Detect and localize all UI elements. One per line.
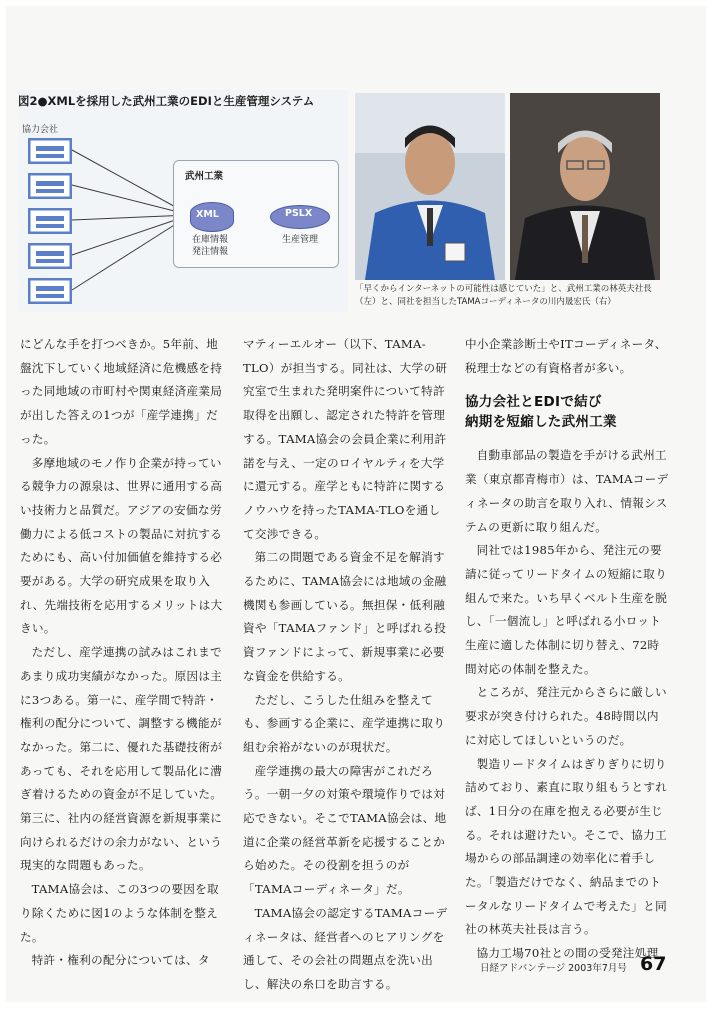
xml-label: XML (196, 209, 219, 220)
paragraph: 産学連携の最大の障害がこれだろう。一朝一夕の対策や環境作りでは対応できない。そこでTAMA協会は、地道に企業の経営革新を応援することから始めた。その役割を担うのが「TAMAコーディネータ」だ。 (243, 763, 447, 897)
text-column-2 (243, 333, 448, 997)
bushu-kogyo-label: 武州工業 (185, 171, 224, 182)
partner-company-icon (28, 243, 72, 269)
paragraph: TAMA協会は、この3つの要因を取り除くために図1のような体制を整えた。 (20, 882, 219, 944)
figure-title: 図2●XMLを採用した武州工業のEDIと生産管理システム (18, 94, 315, 108)
partner-company-icon (28, 278, 72, 304)
partner-company-icon (28, 208, 72, 234)
pslx-label: PSLX (285, 208, 313, 219)
pslx-caption: 生産管理 (281, 235, 318, 245)
paragraph: 中小企業診断士やITコーディネータ、税理士などの有資格者が多い。 (465, 337, 667, 375)
section-heading: 協力会社とEDIで結び 納期を短縮した武州工業 (465, 394, 617, 431)
partner-company-icon (28, 138, 72, 164)
publication-footer: 日経アドバンテージ 2003年7月号 (480, 963, 627, 974)
paragraph: ところが、発注元からさらに厳しい要求が突き付けられた。48時間以内に対応してほしいというのだ。 (465, 685, 667, 747)
photo-president (355, 93, 505, 280)
partner-companies-label: 協力会社 (22, 125, 59, 135)
xml-caption: 在庫情報 発注情報 (191, 235, 228, 257)
paragraph: ただし、こうした仕組みを整えても、参画する企業に、産学連携に取り組む余裕がないのが現状だ。 (243, 692, 446, 754)
paragraph: 第二の問題である資金不足を解消するために、TAMA協会には地域の金融機関も参画している。無担保・低利融資や「TAMAファンド」と呼ばれる投資ファンドによって、新規事業に必要な資金を供給する。 (243, 550, 447, 683)
partner-company-icon (28, 173, 72, 199)
photo-caption: 「早くからインターネットの可能性は感じていた」と、武州工業の林英夫社長（左）と、同社を担当したTAMAコーディネータの川内晟宏氏（右） (355, 284, 652, 307)
paragraph: ただし、産学連携の試みはこれまであまり成功実績がなかった。原因は主に3つある。第一に、産学間で特許・権利の配分について、調整する機能がなかった。第二に、優れた基礎技術があっても、それを応用して製品化に漕ぎ着けるための資金が不足していた。第三に、社内の経営資源を新規事業に向けられるだけの余力がない、という現実的な問題もあった。 (20, 645, 223, 873)
paragraph: 製造リードタイムはぎりぎりに切り詰めており、素直に取り組もうとすれば、1日分の在庫を抱える必要が生じる。それは避けたい。そこで、協力工場からの部品調達の効率化に着手した。「製造だけでなく、納品までのトータルなリードタイムで考えた」と同社の林英夫社長は言う。 (465, 756, 668, 937)
paragraph: 多摩地域のモノ作り企業が持っている競争力の源泉は、世界に通用する高い技術力と品質だ。アジアの安価な労働力による低コストの製品に対抗するためにも、高い付加価値を維持する必要がある。大学の研究成果を取り入れ、先端技術を応用するメリットは大きい。 (20, 455, 223, 636)
photo-coordinator (510, 93, 660, 280)
paragraph: TAMA協会の認定するTAMAコーディネータは、経営者へのヒアリングを通して、その会社の問題点を洗い出し、解決の糸口を助言する。 (243, 905, 448, 991)
paragraph: マティーエルオー（以下、TAMA-TLO）が担当する。同社は、大学の研究室で生まれた発明案件について特許取得を出願し、認定された特許を管理する。TAMA協会の会員企業に利用許諾を与え、一定のロイヤルティを大学に還元する。産学ともに特許に関するノウハウを持ったTAMA-TLOを通して交渉できる。 (243, 337, 448, 541)
paragraph: 自動車部品の製造を手がける武州工業（東京都青梅市）は、TAMAコーディネータの助言を取り入れ、情報システムの更新に取り組んだ。 (465, 448, 669, 534)
paragraph: にどんな手を打つべきか。5年前、地盤沈下していく地域経済に危機感を持った同地域の市町村や関東経済産業局が出した答えの1つが「産学連携」だった。 (20, 337, 223, 446)
page-number: 67 (640, 953, 667, 975)
paragraph: 同社では1985年から、発注元の要請に従ってリードタイムの短縮に取り組んで来た。いち早くベルト生産を脱し、「一個流し」と呼ばれる小ロット生産に適した体制に切り替え、72時間対応の体制を整えた。 (465, 543, 668, 676)
paragraph: 協力工場70社との間の受発注処理 (476, 946, 659, 961)
text-column-1 (20, 333, 225, 973)
paragraph: 特許・権利の配分については、タ (31, 953, 210, 968)
text-column-3 (465, 333, 670, 966)
